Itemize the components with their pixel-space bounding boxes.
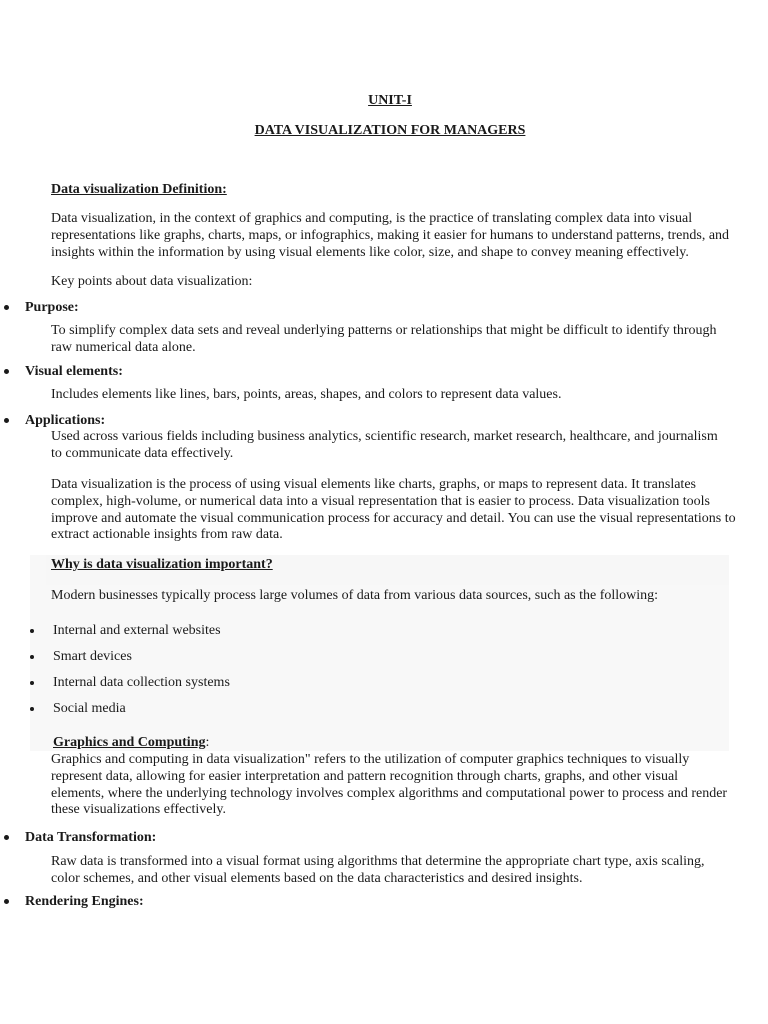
applications-text: Used across various fields including business analytics, scientific research, market research, healthcare, and journalism to communicate data effectively. — [51, 429, 718, 461]
bullet-icon — [30, 655, 34, 659]
importance-heading: Why is data visualization important? — [51, 557, 273, 572]
bullet-icon — [30, 629, 34, 633]
bullet-icon — [4, 418, 9, 423]
rendering-engines-title: Rendering Engines: — [25, 894, 144, 909]
graphics-heading: Graphics and Computing — [53, 735, 206, 750]
unit-title: UNIT-I — [368, 93, 412, 108]
graphics-text: Graphics and computing in data visualization" refers to the utilization of computer graphics techniques to visually represent data, allowing for easier interpretation and pattern recognition through charts, graphs, and other visual elements, where the underlying technology involves complex algorithms and computational power to process and render these visualizations effectively. — [51, 752, 728, 818]
bullet-icon — [30, 707, 34, 711]
graphics-heading-line — [53, 735, 209, 752]
bullet-icon — [4, 305, 9, 310]
source-item: Internal data collection systems — [53, 675, 230, 690]
importance-intro: Modern businesses typically process large volumes of data from various data sources, such as the following: — [51, 588, 659, 603]
bullet-icon — [4, 369, 9, 374]
definition-heading: Data visualization Definition: — [51, 182, 227, 197]
data-transformation-title: Data Transformation: — [25, 830, 157, 845]
visual-elements-text: Includes elements like lines, bars, points, areas, shapes, and colors to represent data values. — [51, 387, 562, 402]
subject-title: DATA VISUALIZATION FOR MANAGERS — [254, 123, 526, 138]
source-item: Internal and external websites — [53, 623, 221, 638]
visual-elements-title: Visual elements: — [25, 364, 123, 379]
process-paragraph: Data visualization is the process of using visual elements like charts, graphs, or maps to represent data. It translates complex, high-volume, or numerical data into a visual representation that is easier to process. Data visualization tools improve and automate the visual communication process for accuracy and detail. You can use the visual representations to extract actionable insights from raw data. — [51, 477, 736, 543]
bullet-icon — [4, 835, 9, 840]
graphics-heading-colon: : — [205, 735, 210, 750]
purpose-text: To simplify complex data sets and reveal underlying patterns or relationships that might be difficult to identify through raw numerical data alone. — [51, 323, 717, 355]
bullet-icon — [30, 681, 34, 685]
purpose-title: Purpose: — [25, 300, 79, 315]
applications-title: Applications: — [25, 413, 106, 428]
data-transformation-text: Raw data is transformed into a visual format using algorithms that determine the appropriate chart type, axis scaling, color schemes, and other visual elements based on the data characteristics and desired insights. — [51, 854, 705, 886]
source-item: Smart devices — [53, 649, 132, 664]
source-item: Social media — [53, 701, 126, 716]
bullet-icon — [4, 899, 9, 904]
definition-text: Data visualization, in the context of graphics and computing, is the practice of translating complex data into visual representations like graphs, charts, maps, or infographics, making it easier for humans to understand patterns, trends, and insights within the information by using visual elements like color, size, and shape to convey meaning effectively. — [51, 211, 730, 260]
key-points-intro: Key points about data visualization: — [51, 274, 253, 289]
